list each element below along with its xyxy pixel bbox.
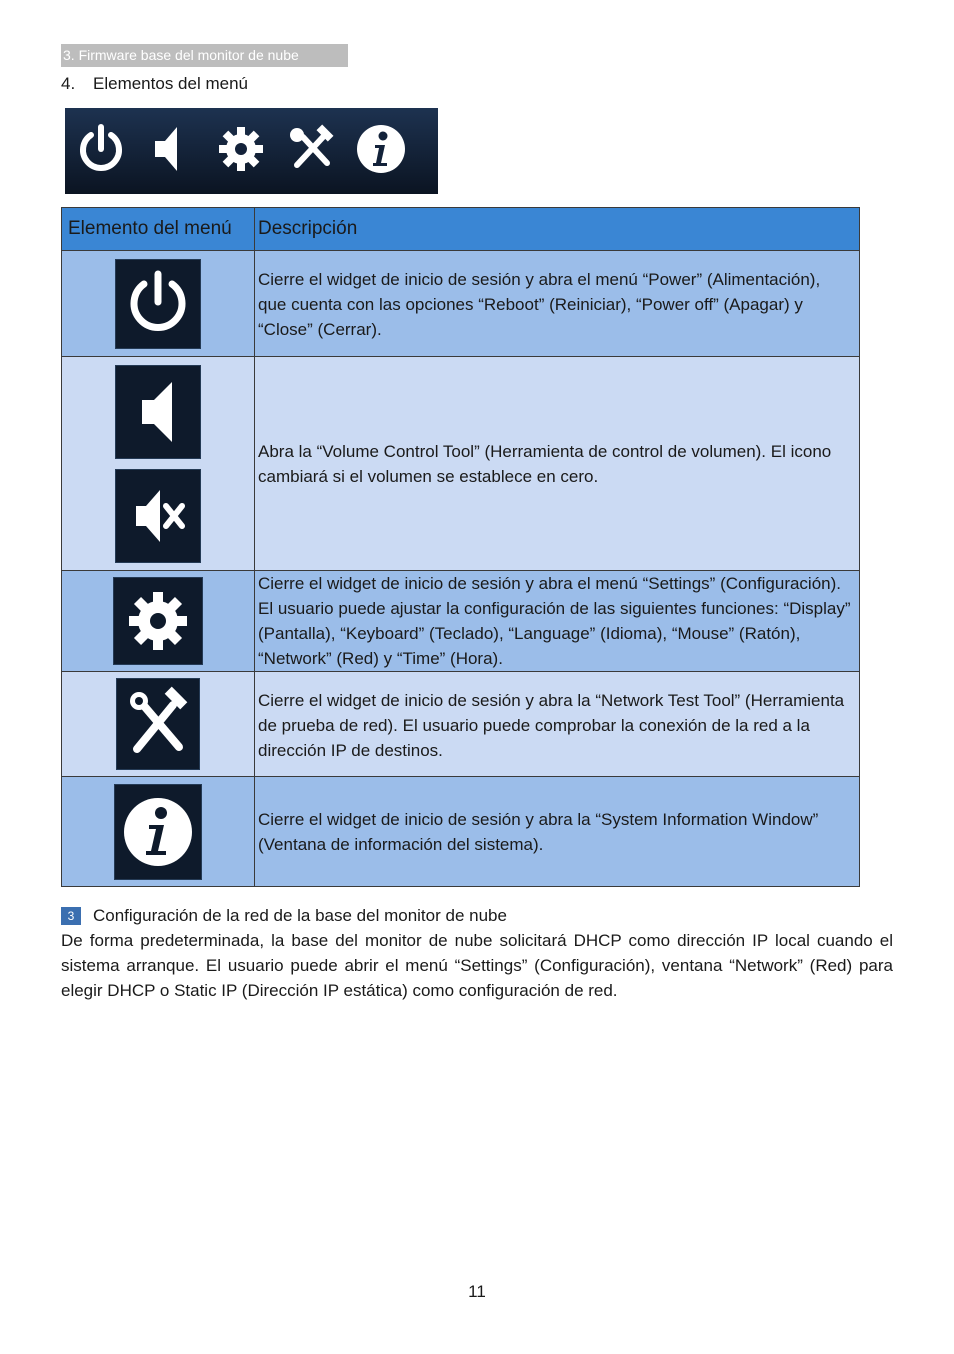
description-cell: Cierre el widget de inicio de sesión y abra el menú “Settings” (Configuración). El usuario puede ajustar la configuración de las siguientes funciones: “Display” (Pantalla), “Keyboard” (Teclado), “Language” (Idioma), “Mouse” (Ratón), “Network” (Red) y “Time” (Hora).: [255, 571, 860, 672]
tools-icon: [116, 678, 200, 770]
table-row: [62, 777, 860, 887]
icon-cell: [62, 571, 255, 672]
description-cell: Cierre el widget de inicio de sesión y abra la “Network Test Tool” (Herramienta de prueba de red). El usuario puede comprobar la conexión de la red a la dirección IP de destinos.: [255, 672, 860, 777]
info-icon: [353, 121, 409, 182]
section-body-text: De forma predeterminada, la base del monitor de nube solicitará DHCP como dirección IP local cuando el sistema arranque. El usuario puede abrir el menú “Settings” (Configuración), ventana “Network” (Red) para elegir DHCP o Static IP (Dirección IP estática) como configuración de red.: [61, 931, 893, 1000]
info-icon: [114, 784, 202, 880]
subheading-number: 4.: [61, 74, 76, 93]
subheading-text: Elementos del menú: [93, 74, 248, 93]
section-tag: 3. Firmware base del monitor de nube: [61, 44, 348, 67]
table-row: [62, 251, 860, 357]
speaker-mute-icon: [115, 469, 201, 563]
column-header: Descripción: [255, 208, 860, 251]
table-row: [62, 571, 860, 672]
description-cell: Abra la “Volume Control Tool” (Herramienta de control de volumen). El icono cambiará si el volumen se establece en cero.: [255, 357, 860, 571]
menu-items-table: [61, 207, 860, 887]
subheading: [61, 72, 248, 96]
gear-icon: [113, 577, 203, 665]
table-row: [62, 357, 860, 571]
menu-bar-image: [65, 108, 438, 194]
tools-icon: [283, 121, 339, 182]
gear-icon: [213, 121, 269, 182]
section-heading: [61, 904, 507, 928]
table-row: [62, 672, 860, 777]
icon-cell: [62, 357, 255, 571]
section-title: Configuración de la red de la base del monitor de nube: [93, 906, 507, 925]
section-number-badge: 3: [61, 907, 81, 925]
speaker-icon: [115, 365, 201, 459]
speaker-icon: [143, 121, 199, 182]
column-header: Elemento del menú: [62, 208, 255, 251]
page-number: 11: [468, 1282, 486, 1301]
icon-cell: [62, 777, 255, 887]
description-cell: Cierre el widget de inicio de sesión y abra el menú “Power” (Alimentación), que cuenta con las opciones “Reboot” (Reiniciar), “Power off” (Apagar) y “Close” (Cerrar).: [255, 251, 860, 357]
table-header-row: [62, 208, 860, 251]
power-icon: [115, 259, 201, 349]
description-cell: Cierre el widget de inicio de sesión y abra la “System Information Window” (Ventana de información del sistema).: [255, 777, 860, 887]
icon-cell: [62, 672, 255, 777]
icon-cell: [62, 251, 255, 357]
power-icon: [73, 121, 129, 182]
